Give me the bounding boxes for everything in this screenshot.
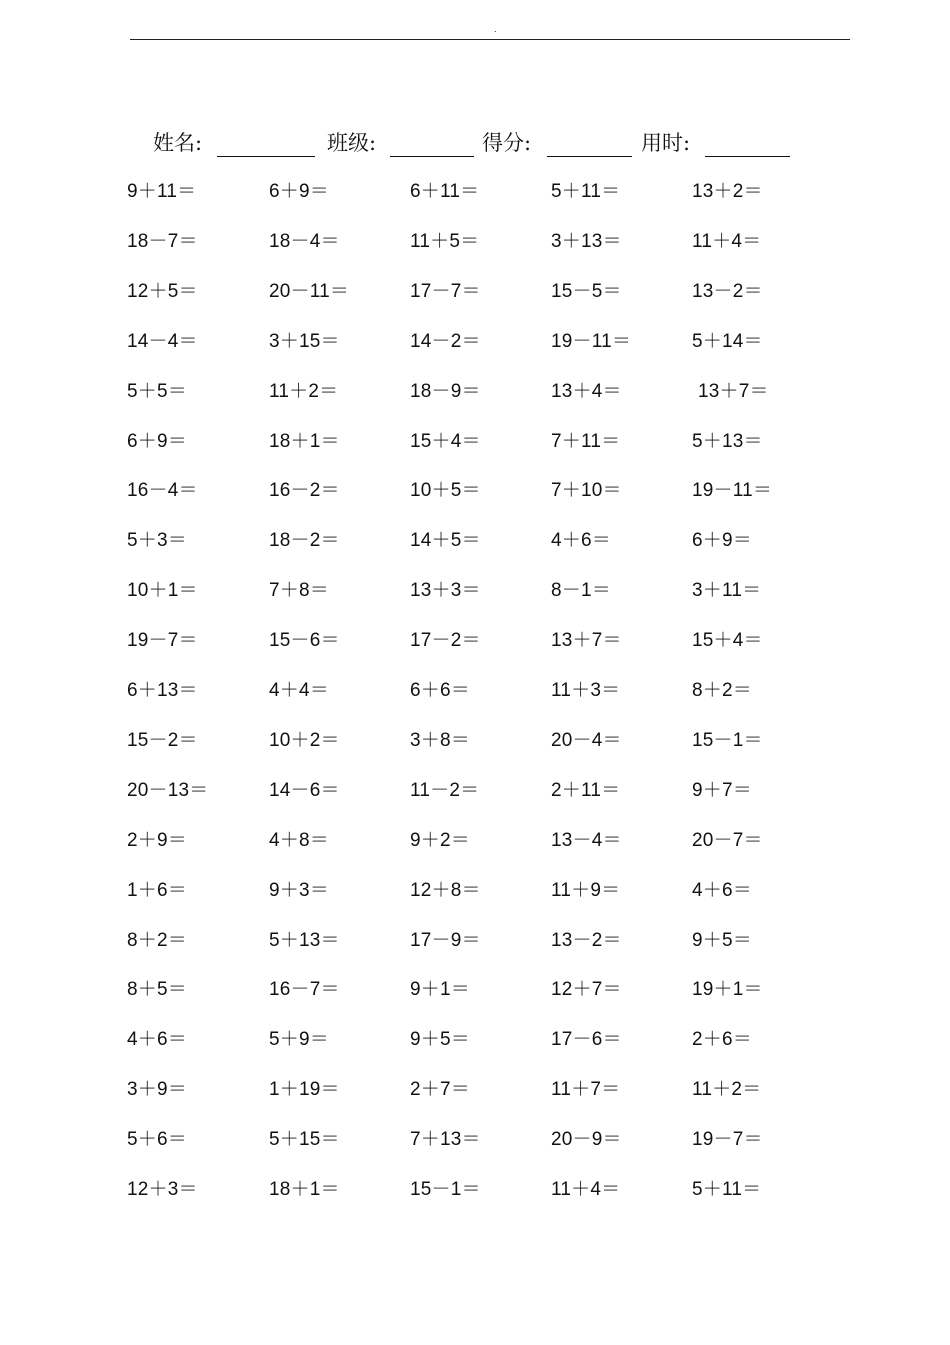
problem-item: 6＋6＝ [410, 680, 470, 701]
problem-item: 8＋2＝ [127, 929, 187, 951]
problem-item: 4＋6＝ [692, 879, 752, 901]
problem-item: 5＋11＝ [692, 1179, 762, 1200]
problem-item: 11＋9＝ [551, 879, 621, 901]
problem-row [0, 727, 950, 755]
problem-item: 20－13＝ [127, 779, 209, 801]
problem-row [0, 1026, 950, 1054]
problem-item: 6＋9＝ [269, 181, 329, 202]
problem-item: 4＋6＝ [551, 530, 611, 552]
problem-item: 4＋6＝ [127, 1029, 187, 1051]
problem-item: 19－11＝ [692, 480, 773, 502]
problem-row [0, 378, 950, 406]
problem-item: 20－11＝ [269, 280, 350, 302]
problem-item: 18＋1＝ [269, 1179, 340, 1200]
problem-item: 11＋4＝ [692, 230, 762, 252]
problem-item: 1＋19＝ [269, 1079, 340, 1101]
class-blank[interactable] [390, 156, 474, 157]
problem-row [0, 278, 950, 306]
problem-item: 15－2＝ [127, 729, 198, 751]
problem-row [0, 428, 950, 456]
problem-item: 2＋11＝ [551, 779, 621, 801]
problem-item: 9＋7＝ [692, 779, 752, 801]
problem-row [0, 1126, 950, 1154]
problem-item: 6＋9＝ [692, 530, 752, 552]
time-label: 用时: [641, 131, 691, 155]
problem-item: 9＋5＝ [410, 1029, 470, 1051]
problem-row [0, 328, 950, 356]
problem-row [0, 877, 950, 905]
problem-item: 16－7＝ [269, 979, 340, 1001]
problem-item: 20－7＝ [692, 829, 763, 851]
problem-item: 5＋6＝ [127, 1129, 187, 1151]
problem-item: 5＋13＝ [692, 430, 763, 452]
problem-item: 13＋4＝ [551, 380, 622, 402]
problem-item: 19－11＝ [551, 330, 632, 352]
problem-item: 3＋11＝ [692, 580, 762, 602]
problem-item: 1＋6＝ [127, 879, 187, 901]
problem-item: 10＋5＝ [410, 480, 481, 502]
problem-item: 18－4＝ [269, 230, 340, 252]
problem-item: 10＋1＝ [127, 580, 198, 602]
problem-item: 8＋2＝ [692, 680, 752, 701]
problem-item: 11＋3＝ [551, 680, 621, 701]
score-label: 得分: [482, 131, 532, 155]
problem-item: 13－2＝ [692, 280, 763, 302]
problem-item: 7＋10＝ [551, 480, 622, 502]
problem-item: 15－6＝ [269, 630, 340, 652]
problem-item: 12＋7＝ [551, 979, 622, 1001]
problem-row [0, 677, 950, 705]
problem-item: 19＋1＝ [692, 979, 763, 1001]
problem-item: 15－5＝ [551, 280, 622, 302]
problem-item: 5＋5＝ [127, 380, 187, 402]
problem-item: 18＋1＝ [269, 430, 340, 452]
problem-item: 17－6＝ [551, 1029, 622, 1051]
problem-item: 18－9＝ [410, 380, 481, 402]
problem-item: 12＋3＝ [127, 1179, 198, 1200]
problem-item: 2＋9＝ [127, 829, 187, 851]
problem-item: 4＋8＝ [269, 829, 329, 851]
problem-item: 7＋13＝ [410, 1129, 481, 1151]
score-blank[interactable] [547, 156, 632, 157]
problem-item: 7＋8＝ [269, 580, 329, 602]
problem-item: 5＋14＝ [692, 330, 763, 352]
problem-row [0, 827, 950, 855]
problem-item: 15＋4＝ [410, 430, 481, 452]
problem-item: 11＋4＝ [551, 1179, 621, 1200]
problem-item: 18－7＝ [127, 230, 198, 252]
problem-item: 15－1＝ [410, 1179, 481, 1200]
problem-item: 8－1＝ [551, 580, 611, 602]
problem-item: 11＋2＝ [269, 380, 339, 402]
problem-row [0, 627, 950, 655]
problem-item: 19－7＝ [127, 630, 198, 652]
problem-item: 12＋8＝ [410, 879, 481, 901]
problem-item: 13＋2＝ [692, 181, 763, 202]
problem-item: 13－2＝ [551, 929, 622, 951]
problem-item: 3＋15＝ [269, 330, 340, 352]
problem-item: 5＋11＝ [551, 181, 621, 202]
problem-item: 9＋5＝ [692, 929, 752, 951]
problem-item: 3＋9＝ [127, 1079, 187, 1101]
problem-row [0, 927, 950, 955]
problem-item: 3＋13＝ [551, 230, 622, 252]
problem-item: 6＋13＝ [127, 680, 198, 701]
problem-item: 10＋2＝ [269, 729, 340, 751]
problem-item: 16－2＝ [269, 480, 340, 502]
problem-row [0, 1076, 950, 1104]
problem-item: 11＋2＝ [692, 1079, 762, 1101]
top-rule [130, 39, 850, 40]
problem-row [0, 1176, 950, 1204]
problem-item: 20－9＝ [551, 1129, 622, 1151]
problem-item: 7＋11＝ [551, 430, 621, 452]
problem-item: 5＋15＝ [269, 1129, 340, 1151]
problem-item: 6＋9＝ [127, 430, 187, 452]
problem-item: 17－9＝ [410, 929, 481, 951]
problem-item: 2＋6＝ [692, 1029, 752, 1051]
problem-item: 20－4＝ [551, 729, 622, 751]
problem-row [0, 577, 950, 605]
problem-item: 15＋4＝ [692, 630, 763, 652]
problem-item: 9＋3＝ [269, 879, 329, 901]
problem-item: 5＋3＝ [127, 530, 187, 552]
problem-row [0, 477, 950, 505]
problem-item: 17－7＝ [410, 280, 481, 302]
problem-item: 5＋13＝ [269, 929, 340, 951]
class-label: 班级: [327, 131, 377, 155]
problem-row [0, 178, 950, 206]
problem-item: 13＋7＝ [551, 630, 622, 652]
problem-item: 5＋9＝ [269, 1029, 329, 1051]
problem-item: 13＋7＝ [698, 380, 769, 402]
problem-item: 18－2＝ [269, 530, 340, 552]
problem-item: 14－2＝ [410, 330, 481, 352]
problem-item: 13－4＝ [551, 829, 622, 851]
problem-item: 13＋3＝ [410, 580, 481, 602]
problem-row [0, 527, 950, 555]
problem-item: 14－6＝ [269, 779, 340, 801]
problem-item: 3＋8＝ [410, 729, 470, 751]
problem-item: 15－1＝ [692, 729, 763, 751]
problem-item: 14＋5＝ [410, 530, 481, 552]
problem-item: 11－2＝ [410, 779, 480, 801]
problem-item: 6＋11＝ [410, 181, 480, 202]
problem-item: 14－4＝ [127, 330, 198, 352]
worksheet-header [0, 128, 950, 160]
problem-item: 4＋4＝ [269, 680, 329, 701]
problem-item: 19－7＝ [692, 1129, 763, 1151]
problem-item: 9＋1＝ [410, 979, 470, 1001]
problem-item: 8＋5＝ [127, 979, 187, 1001]
problem-item: 2＋7＝ [410, 1079, 470, 1101]
problem-item: 11＋7＝ [551, 1079, 621, 1101]
name-blank[interactable] [217, 156, 315, 157]
header-mark: . [494, 24, 497, 34]
problem-row [0, 777, 950, 805]
problem-item: 9＋11＝ [127, 181, 197, 202]
problem-row [0, 976, 950, 1004]
problem-item: 11＋5＝ [410, 230, 480, 252]
name-label: 姓名: [153, 131, 203, 155]
problem-item: 9＋2＝ [410, 829, 470, 851]
problem-row [0, 228, 950, 256]
problem-item: 17－2＝ [410, 630, 481, 652]
time-blank[interactable] [705, 156, 790, 157]
problem-item: 16－4＝ [127, 480, 198, 502]
problem-item: 12＋5＝ [127, 280, 198, 302]
